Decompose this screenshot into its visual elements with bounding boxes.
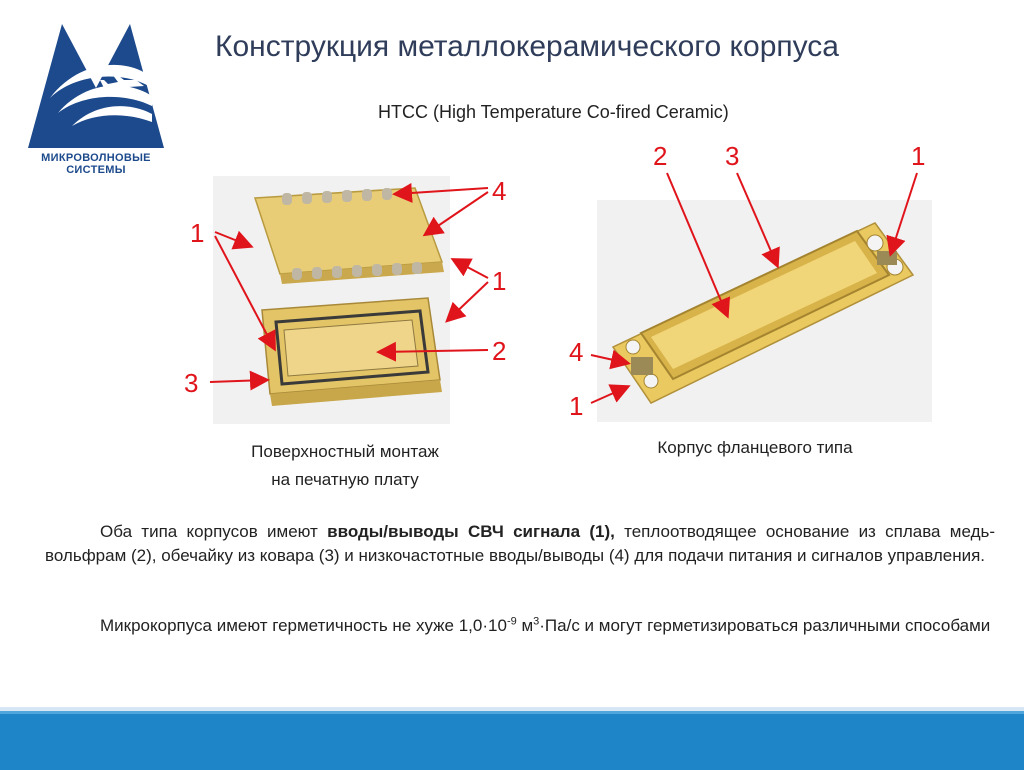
slide-title: Конструкция металлокерамического корпуса [215, 30, 839, 63]
flange-body [613, 223, 913, 403]
paragraph-1: Оба типа корпусов имеют вводы/выводы СВЧ сигнала (1), теплоотводящее основание из сплава медь-вольфрам (2), обечайку из ковара (3) и низкочастотные вводы/выводы (4) для подачи питания и сигналов управления. [45, 522, 996, 565]
label-2-base: 2 [653, 141, 668, 171]
left-caption-line-2: на печатную плату [271, 470, 419, 489]
company-logo [20, 18, 172, 186]
label-1-leads: 1 [190, 218, 205, 248]
logo-line-1: МИКРОВОЛНОВЫЕ [41, 152, 151, 164]
label-4-lowfreq: 4 [492, 176, 507, 206]
left-figure [170, 170, 515, 430]
logo-text [20, 152, 172, 176]
label-4-lowfreq: 4 [569, 337, 584, 367]
logo-line-2: СИСТЕМЫ [66, 164, 126, 176]
paragraph-2: Микрокорпуса имеют герметичность не хуже $1,0\cdot 10^{-9}$ $м^3\cdot Па/с$ и могут герметизироваться различными способами [100, 615, 991, 635]
label-3-ring: 3 [725, 141, 740, 171]
left-caption [195, 438, 495, 494]
label-2-base: 2 [492, 336, 507, 366]
label-1-rf: 1 [492, 266, 507, 296]
right-caption: Корпус фланцевого типа [657, 438, 853, 457]
left-caption-line-1: Поверхностный монтаж [251, 442, 439, 461]
package-lid [255, 188, 444, 284]
slide-subtitle: HTCC (High Temperature Co-fired Ceramic) [378, 102, 729, 122]
rf-io-emphasis: вводы/выводы СВЧ сигнала (1), [327, 522, 615, 541]
logo-mark-icon [20, 18, 172, 153]
label-1-rf-left: 1 [569, 391, 584, 421]
label-1-rf: 1 [911, 141, 926, 171]
footer-bar [0, 711, 1024, 770]
right-figure [555, 135, 955, 425]
label-3-ring: 3 [184, 368, 199, 398]
